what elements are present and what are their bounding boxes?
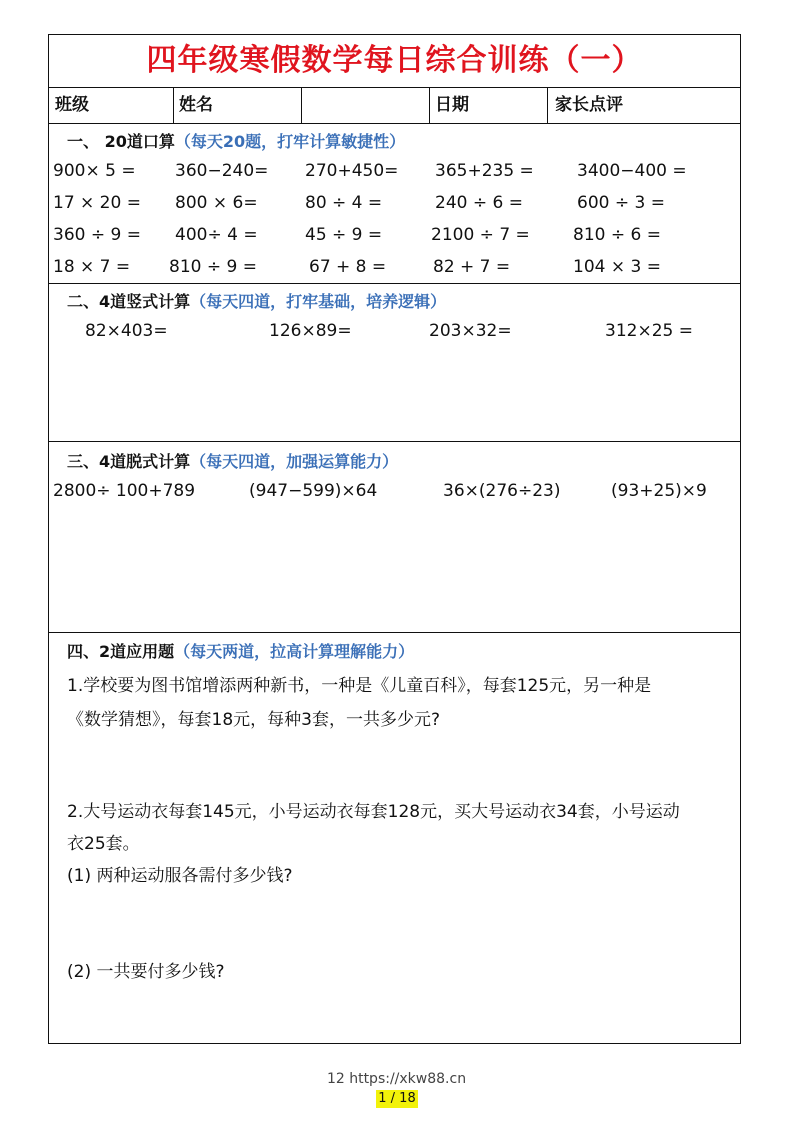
oral-problem: 270+450= [305, 161, 399, 181]
oral-problem: 82 + 7 = [433, 257, 511, 277]
divider [301, 87, 302, 123]
divider [49, 123, 740, 124]
oral-problem: 400÷ 4 = [175, 225, 258, 245]
page-number-badge: 1 / 18 [376, 1090, 418, 1108]
oral-problem: 104 × 3 = [573, 257, 661, 277]
oral-problem: 800 × 6= [175, 193, 258, 213]
vertical-calc-problem: 312×25 = [605, 321, 693, 341]
section-4-note: （每天两道，拉高计算理解能力） [174, 642, 415, 661]
word-problem-2-line-2: 衣25套。 [67, 834, 140, 854]
oral-problem: 3400−400 = [577, 161, 687, 181]
oral-problem: 360 ÷ 9 = [53, 225, 141, 245]
section-1-heading [67, 129, 405, 152]
vertical-calc-problem: 126×89= [269, 321, 352, 341]
oral-problem: 67 + 8 = [309, 257, 387, 277]
oral-problem: 18 × 7 = [53, 257, 131, 277]
oral-problem: 45 ÷ 9 = [305, 225, 383, 245]
divider [49, 283, 740, 284]
vertical-calc-problem: 82×403= [85, 321, 168, 341]
source-footer: 12 https://xkw88.cn [326, 1071, 467, 1087]
stepwise-calc-problem: 36×(276÷23) [443, 481, 561, 501]
section-2-title: 二、4道竖式计算 [67, 292, 191, 311]
divider [173, 87, 174, 123]
class-label: 班级 [55, 95, 89, 115]
section-1-note: （每天20题，打牢计算敏捷性） [174, 132, 406, 151]
date-label: 日期 [435, 95, 469, 115]
parent-comment-label: 家长点评 [555, 95, 623, 115]
vertical-calc-problem: 203×32= [429, 321, 512, 341]
name-label: 姓名 [179, 95, 213, 115]
section-4-title: 四、2道应用题 [67, 642, 175, 661]
divider [49, 441, 740, 442]
oral-problem: 17 × 20 = [53, 193, 141, 213]
worksheet [48, 34, 741, 1044]
stepwise-calc-problem: 2800÷ 100+789 [53, 481, 196, 501]
oral-problem: 80 ÷ 4 = [305, 193, 383, 213]
section-1-title: 一、 20道口算 [67, 132, 175, 151]
word-problem-2-line-1: 2.大号运动衣每套145元，小号运动衣每套128元，买大号运动衣34套，小号运动 [67, 802, 680, 822]
divider [49, 87, 740, 88]
word-problem-1-line-1: 1.学校要为图书馆增添两种新书，一种是《儿童百科》，每套125元，另一种是 [67, 676, 652, 696]
divider [547, 87, 548, 123]
stepwise-calc-problem: (947−599)×64 [249, 481, 378, 501]
stepwise-calc-problem: (93+25)×9 [611, 481, 707, 501]
oral-problem: 240 ÷ 6 = [435, 193, 523, 213]
oral-problem: 600 ÷ 3 = [577, 193, 665, 213]
oral-problem: 365+235 = [435, 161, 534, 181]
oral-problem: 900× 5 = [53, 161, 136, 181]
section-3-note: （每天四道，加强运算能力） [190, 452, 399, 471]
oral-problem: 2100 ÷ 7 = [431, 225, 530, 245]
section-2-heading [67, 289, 446, 312]
section-3-title: 三、4道脱式计算 [67, 452, 191, 471]
word-problem-2-sub-2: (2) 一共要付多少钱? [67, 962, 225, 982]
section-3-heading [67, 449, 398, 472]
divider [49, 632, 740, 633]
oral-problem: 360−240= [175, 161, 269, 181]
oral-problem: 810 ÷ 6 = [573, 225, 661, 245]
divider [429, 87, 430, 123]
worksheet-title: 四年级寒假数学每日综合训练（一） [146, 43, 643, 78]
word-problem-1-line-2: 《数学猜想》，每套18元，每种3套，一共多少元? [67, 710, 440, 730]
word-problem-2-sub-1: (1) 两种运动服各需付多少钱? [67, 866, 293, 886]
oral-problem: 810 ÷ 9 = [169, 257, 257, 277]
section-4-heading [67, 639, 414, 662]
section-2-note: （每天四道，打牢基础，培养逻辑） [190, 292, 447, 311]
